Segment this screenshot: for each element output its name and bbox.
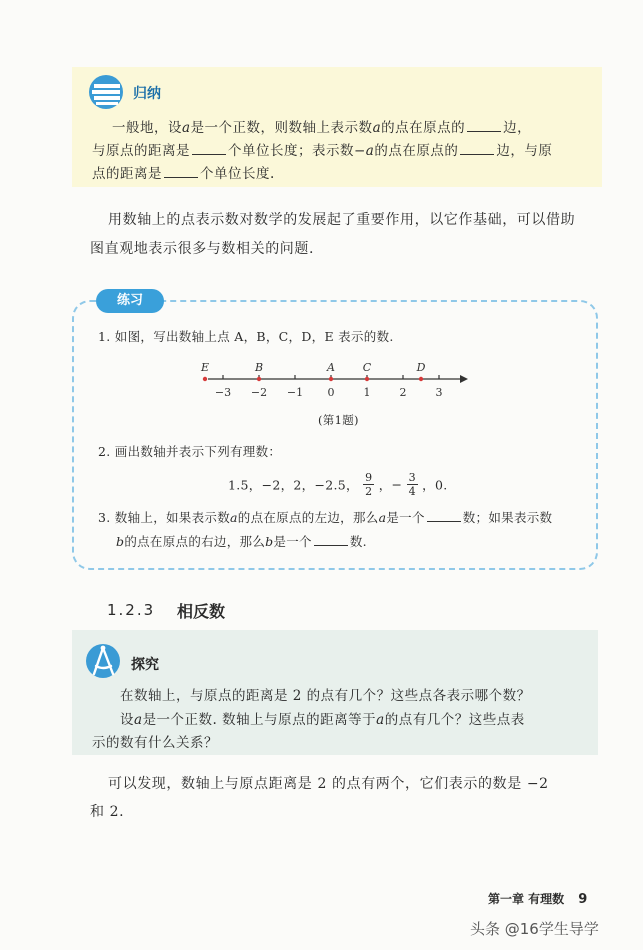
section-number: 1.2.3 [107,601,156,619]
point-label: E [200,361,210,374]
explore-line-2: 设a是一个正数. 数轴上与原点的距离等于a的点有几个？这些点表 [120,712,525,728]
explore-line-3: 示的数有什么关系？ [92,735,218,751]
summary-line-3: 点的距离是 个单位长度. [92,163,275,184]
point-label: B [254,361,264,374]
point-marker [257,377,261,381]
practice-tab: 练习 [96,289,164,313]
point-label: D [416,361,426,374]
summary-line-2: 与原点的距离是 个单位长度；表示数−a的点在原点的 边，与原 [92,140,552,161]
tick-label: 2 [399,386,407,399]
practice-q1: 1. 如图，写出数轴上点 A，B，C，D，E 表示的数. [98,329,394,344]
chapter-label: 第一章 有理数 [488,892,565,906]
point-label: A [327,361,335,374]
page-number: 9 [578,892,588,907]
practice-q3-line-1: 3. 数轴上，如果表示数a的点在原点的左边，那么a是一个 数；如果表示数 [98,507,552,526]
section-title: 相反数 [177,602,226,621]
fraction-three-quarters: $\frac{3}{4}$ [408,471,416,498]
compass-icon [84,642,124,680]
tick-label: −1 [286,386,304,399]
tick-label: −2 [250,386,268,399]
point-marker [203,377,207,381]
paragraph-1-line-2: 图直观地表示很多与数相关的问题. [90,241,315,257]
summary-title: 归纳 [133,86,161,102]
point-label: C [362,361,372,374]
point-marker [365,377,369,381]
explore-line-1: 在数轴上，与原点的距离是 2 的点有几个？这些点各表示哪个数？ [120,688,531,704]
point-marker [419,377,423,381]
number-line-figure [200,358,480,406]
figure-caption: (第1题) [318,413,359,427]
stacked-books-icon [88,74,128,110]
practice-q2-numbers: 1.5，−2，2，−2.5， $\frac{9}{2}$ ，− $\frac{3}{4}$ ，0. [228,471,448,498]
fraction-nine-halves: $\frac{9}{2}$ [365,471,373,498]
tick-label: 0 [327,386,335,399]
practice-q2: 2. 画出数轴并表示下列有理数： [98,444,282,459]
point-marker [329,377,333,381]
paragraph-1-line-1: 用数轴上的点表示数对数学的发展起了重要作用，以它作基础，可以借助 [108,212,576,228]
paragraph-2-line-1: 可以发现，数轴上与原点距离是 2 的点有两个，它们表示的数是 −2 [108,776,549,792]
paragraph-2-line-2: 和 2. [90,804,125,820]
tick-label: −3 [214,386,232,399]
tick-label: 1 [363,386,371,399]
watermark: 头条 @16学生导学 [470,920,599,938]
summary-line-1: 一般地，设a是一个正数，则数轴上表示数a的点在原点的 边， [112,117,531,138]
practice-q3-line-2: b的点在原点的右边，那么b是一个 数. [116,531,367,550]
tick-label: 3 [435,386,443,399]
explore-title: 探究 [131,657,159,673]
page-footer [488,890,587,907]
